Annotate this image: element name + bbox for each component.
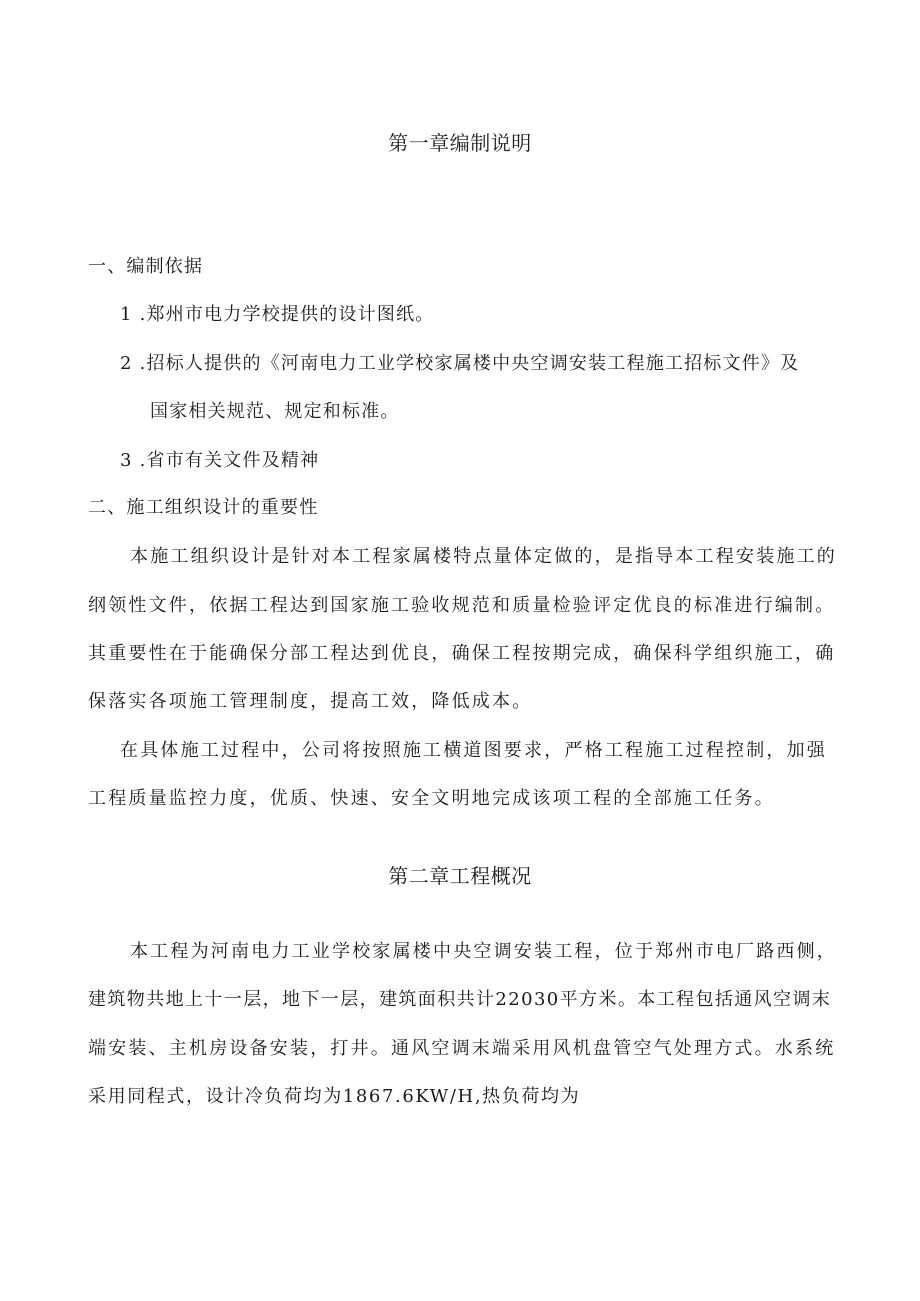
overview-para-line-4: 采用同程式，设计冷负荷均为1867.6KW/H,热负荷均为 [88, 1086, 581, 1107]
process-para-line-1: 在具体施工过程中，公司将按照施工横道图要求，严格工程施工过程控制，加强 [120, 740, 827, 761]
importance-para-line-1: 本施工组织设计是针对本工程家属楼特点量体定做的，是指导本工程安装施工的 [130, 546, 837, 567]
overview-para-line-1: 本工程为河南电力工业学校家属楼中央空调安装工程，位于郑州市电厂路西侧， [130, 941, 837, 962]
overview-para-line-2: 建筑物共地上十一层，地下一层，建筑面积共计22030平方米。本工程包括通风空调末 [88, 989, 832, 1010]
process-para-line-2: 工程质量监控力度，优质、快速、安全文明地完成该项工程的全部施工任务。 [88, 788, 775, 809]
importance-para-line-4: 保落实各项施工管理制度，提高工效，降低成本。 [88, 691, 533, 712]
basis-item-2-continued: 国家相关规范、规定和标准。 [150, 401, 400, 422]
section-2-heading: 二、施工组织设计的重要性 [88, 497, 319, 518]
section-1-heading: 一、编制依据 [88, 256, 204, 277]
basis-item-1: 1 .郑州市电力学校提供的设计图纸。 [120, 304, 435, 325]
basis-item-3: 3 .省市有关文件及精神 [120, 450, 320, 471]
overview-para-line-3: 端安装、主机房设备安装，打井。通风空调末端采用风机盘管空气处理方式。水系统 [88, 1038, 836, 1059]
chapter-1-title: 第一章编制说明 [388, 131, 532, 155]
importance-para-line-3: 其重要性在于能确保分部工程达到优良，确保工程按期完成，确保科学组织施工，确 [88, 643, 836, 664]
basis-item-2: 2 .招标人提供的《河南电力工业学校家属楼中央空调安装工程施工招标文件》及 [120, 353, 800, 374]
importance-para-line-2: 纲领性文件，依据工程达到国家施工验收规范和质量检验评定优良的标准进行编制。 [88, 595, 836, 616]
chapter-2-title: 第二章工程概况 [388, 864, 532, 888]
